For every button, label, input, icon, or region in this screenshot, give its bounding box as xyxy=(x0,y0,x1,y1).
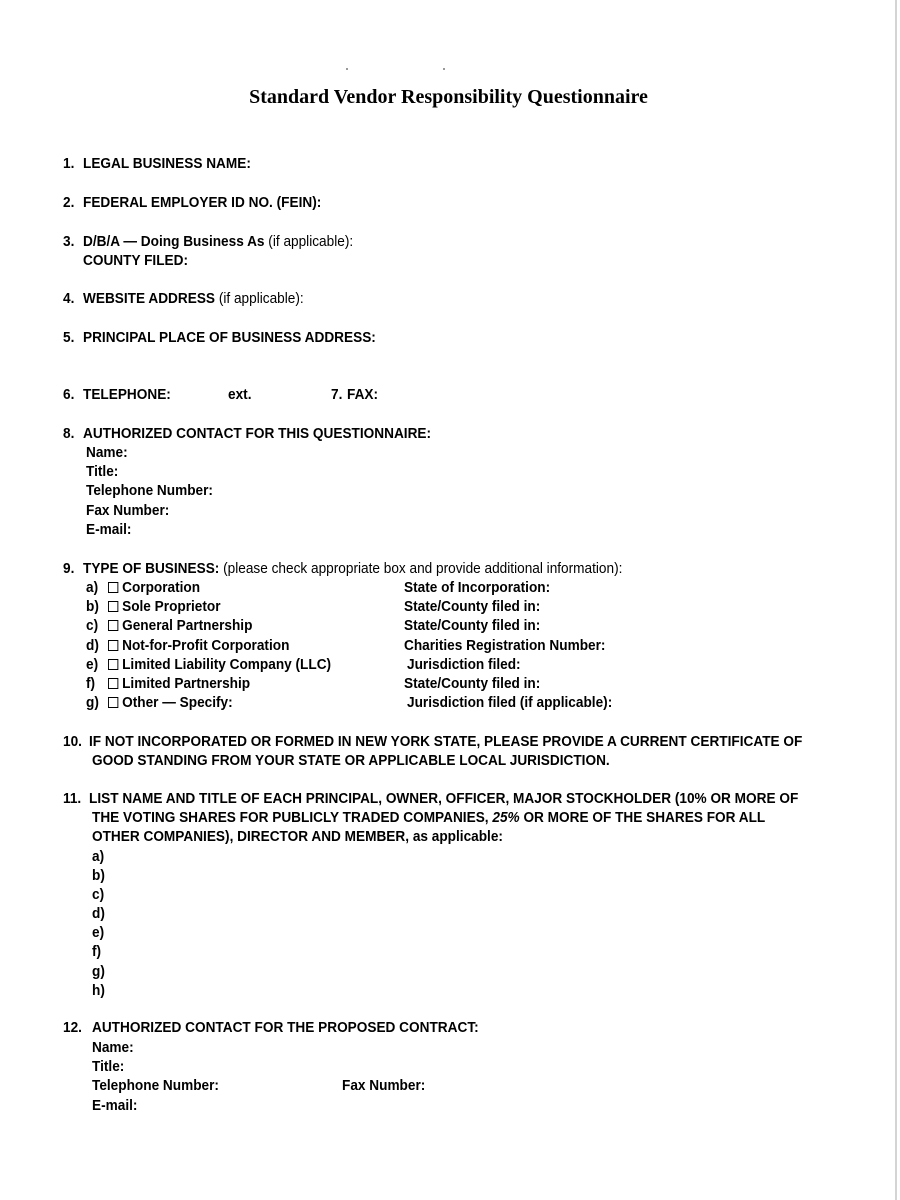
q11-letter-d: d) xyxy=(92,906,105,922)
page-title: Standard Vendor Responsibility Questionnaire xyxy=(249,86,648,108)
q12-field-name: Name: xyxy=(92,1040,134,1056)
q9-option-not-for-profit xyxy=(108,637,289,655)
q11-letter-b: b) xyxy=(92,868,105,884)
option-label: Limited Partnership xyxy=(122,676,251,692)
q9-option-llc xyxy=(108,656,331,674)
q3-number: 3. xyxy=(63,234,75,250)
q11-letter-c: c) xyxy=(92,887,105,903)
checkbox[interactable] xyxy=(108,601,118,612)
q8-label: AUTHORIZED CONTACT FOR THIS QUESTIONNAIRE: xyxy=(83,426,432,442)
q9-option-extra: State/County filed in: xyxy=(404,599,541,615)
q7-number: 7. xyxy=(331,387,343,403)
option-label: Other — Specify: xyxy=(122,695,233,711)
q9-option-extra: State/County filed in: xyxy=(404,676,541,692)
q8-field-email: E-mail: xyxy=(86,522,132,538)
q10-line-1: IF NOT INCORPORATED OR FORMED IN NEW YORK STATE, PLEASE PROVIDE A CURRENT CERTIFICATE OF xyxy=(89,734,803,750)
checkbox[interactable] xyxy=(108,640,118,651)
checkbox[interactable] xyxy=(108,678,118,689)
q11-line-2b: 25% xyxy=(492,810,520,826)
q11-letter-a: a) xyxy=(92,849,105,865)
q3-label-text: D/B/A — Doing Business As xyxy=(83,234,265,250)
checkbox[interactable] xyxy=(108,582,118,593)
header-mark xyxy=(443,68,445,70)
q4-label-text: WEBSITE ADDRESS xyxy=(83,291,216,307)
q9-option-limited-partnership xyxy=(108,675,250,693)
q11-line-2a: THE VOTING SHARES FOR PUBLICLY TRADED COMPANIES, xyxy=(92,810,489,826)
q8-field-telephone: Telephone Number: xyxy=(86,483,213,499)
q11-line-3: OTHER COMPANIES), DIRECTOR AND MEMBER, as applicable: xyxy=(92,829,503,845)
q12-field-title: Title: xyxy=(92,1059,125,1075)
q4-label xyxy=(83,290,304,308)
checkbox[interactable] xyxy=(108,697,118,708)
q9-label-text: TYPE OF BUSINESS: xyxy=(83,561,220,577)
q6-number: 6. xyxy=(63,387,75,403)
option-label: Sole Proprietor xyxy=(122,599,221,615)
option-label: Not-for-Profit Corporation xyxy=(122,638,290,654)
q11-letter-h: h) xyxy=(92,983,105,999)
q9-option-other xyxy=(108,694,233,712)
q9-option-sole-proprietor xyxy=(108,598,221,616)
checkbox[interactable] xyxy=(108,620,118,631)
q11-line-2 xyxy=(92,809,765,827)
q9-option-extra: Charities Registration Number: xyxy=(404,638,606,654)
q6-ext: ext. xyxy=(228,387,252,403)
q9-option-extra: Jurisdiction filed: xyxy=(407,657,521,673)
q4-number: 4. xyxy=(63,291,75,307)
q10-number: 10. xyxy=(63,734,82,750)
q3-county-filed: COUNTY FILED: xyxy=(83,253,189,269)
q11-letter-g: g) xyxy=(92,964,105,980)
q12-number: 12. xyxy=(63,1020,82,1036)
q9-option-letter: f) xyxy=(86,676,96,692)
q5-label: PRINCIPAL PLACE OF BUSINESS ADDRESS: xyxy=(83,330,376,346)
q9-option-letter: d) xyxy=(86,638,99,654)
q3-note: (if applicable): xyxy=(268,234,354,250)
q6-label: TELEPHONE: xyxy=(83,387,171,403)
q1-number: 1. xyxy=(63,156,75,172)
q9-option-letter: g) xyxy=(86,695,99,711)
q9-option-letter: c) xyxy=(86,618,99,634)
q9-number: 9. xyxy=(63,561,75,577)
q9-option-letter: b) xyxy=(86,599,99,615)
q9-option-extra: State/County filed in: xyxy=(404,618,541,634)
q11-letter-f: f) xyxy=(92,944,102,960)
q12-field-telephone: Telephone Number: xyxy=(92,1078,219,1094)
header-mark xyxy=(346,68,348,70)
checkbox[interactable] xyxy=(108,659,118,670)
q4-note: (if applicable): xyxy=(218,291,304,307)
q12-field-email: E-mail: xyxy=(92,1098,138,1114)
q11-line-2c: OR MORE OF THE SHARES FOR ALL xyxy=(523,810,766,826)
q7-label: FAX: xyxy=(347,387,379,403)
q3-label xyxy=(83,233,353,251)
q10-line-2: GOOD STANDING FROM YOUR STATE OR APPLICABLE LOCAL JURISDICTION. xyxy=(92,753,610,769)
q2-label: FEDERAL EMPLOYER ID NO. (FEIN): xyxy=(83,195,322,211)
q11-line-1: LIST NAME AND TITLE OF EACH PRINCIPAL, OWNER, OFFICER, MAJOR STOCKHOLDER (10% OR MORE OF xyxy=(89,791,799,807)
q9-option-extra: Jurisdiction filed (if applicable): xyxy=(407,695,613,711)
q12-label: AUTHORIZED CONTACT FOR THE PROPOSED CONTRACT: xyxy=(92,1020,479,1036)
q2-number: 2. xyxy=(63,195,75,211)
q8-field-title: Title: xyxy=(86,464,119,480)
q11-number: 11. xyxy=(63,791,82,807)
option-label: Corporation xyxy=(122,580,201,596)
q9-option-extra: State of Incorporation: xyxy=(404,580,551,596)
option-label: General Partnership xyxy=(122,618,253,634)
q5-number: 5. xyxy=(63,330,75,346)
q12-field-fax: Fax Number: xyxy=(342,1078,426,1094)
q1-label: LEGAL BUSINESS NAME: xyxy=(83,156,251,172)
q9-option-letter: a) xyxy=(86,580,99,596)
q11-letter-e: e) xyxy=(92,925,105,941)
q9-option-general-partnership xyxy=(108,617,252,635)
q9-option-corporation xyxy=(108,579,200,597)
q9-option-letter: e) xyxy=(86,657,99,673)
q9-note: (please check appropriate box and provide additional information): xyxy=(223,561,623,577)
q8-number: 8. xyxy=(63,426,75,442)
q9-label xyxy=(83,560,622,578)
option-label: Limited Liability Company (LLC) xyxy=(122,657,332,673)
q8-field-name: Name: xyxy=(86,445,128,461)
q8-field-fax: Fax Number: xyxy=(86,503,170,519)
